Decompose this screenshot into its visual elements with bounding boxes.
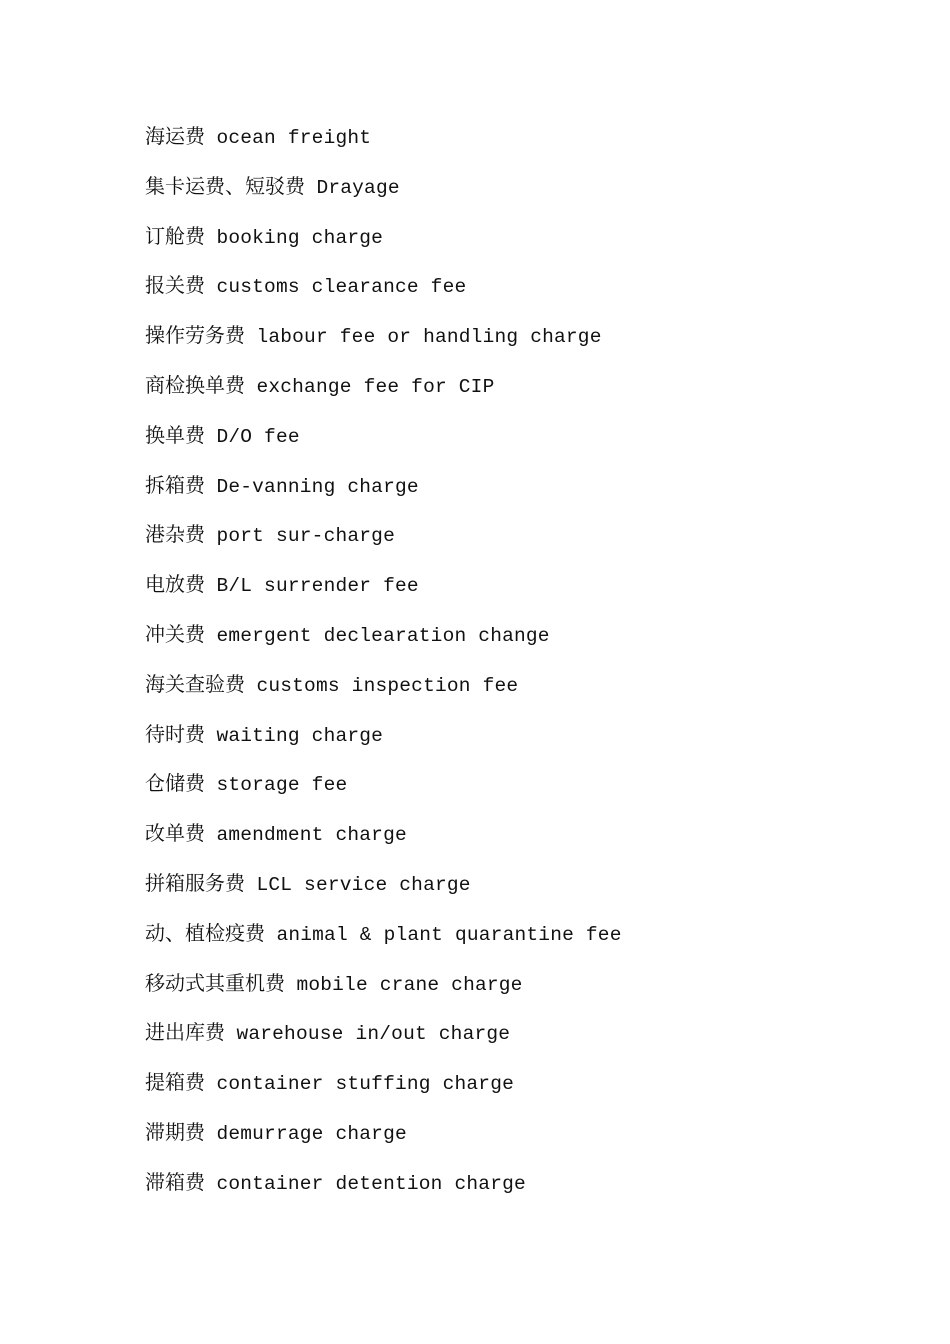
term-row bbox=[145, 421, 622, 471]
term-english: Drayage bbox=[316, 176, 400, 199]
term-english: demurrage charge bbox=[216, 1122, 407, 1145]
term-row bbox=[145, 1068, 622, 1118]
term-english: LCL service charge bbox=[256, 873, 471, 896]
term-chinese: 仓储费 bbox=[145, 771, 205, 796]
term-chinese: 动、植检疫费 bbox=[145, 920, 265, 945]
term-row bbox=[145, 620, 622, 670]
term-row bbox=[145, 869, 622, 919]
term-chinese: 滞期费 bbox=[145, 1119, 205, 1144]
term-chinese: 操作劳务费 bbox=[145, 323, 245, 348]
term-chinese: 海运费 bbox=[145, 124, 205, 148]
term-chinese: 拆箱费 bbox=[145, 472, 205, 497]
term-chinese: 冲关费 bbox=[145, 621, 205, 646]
term-chinese: 进出库费 bbox=[145, 1020, 225, 1045]
term-chinese: 拼箱服务费 bbox=[145, 870, 245, 895]
term-english: amendment charge bbox=[216, 824, 407, 847]
term-english: container detention charge bbox=[216, 1172, 526, 1195]
term-row bbox=[145, 122, 622, 172]
term-row bbox=[145, 769, 622, 819]
term-row bbox=[145, 172, 622, 222]
term-list bbox=[145, 122, 622, 1218]
term-chinese: 换单费 bbox=[145, 422, 205, 447]
term-row bbox=[145, 1168, 622, 1218]
term-english: waiting charge bbox=[216, 724, 384, 747]
term-english: animal & plant quarantine fee bbox=[276, 923, 622, 946]
term-english: container stuffing charge bbox=[216, 1073, 515, 1096]
term-chinese: 滞箱费 bbox=[145, 1169, 205, 1194]
term-chinese: 报关费 bbox=[145, 273, 205, 298]
term-chinese: 集卡运费、短驳费 bbox=[145, 173, 305, 198]
term-english: ocean freight bbox=[216, 127, 372, 149]
term-row bbox=[145, 720, 622, 770]
term-chinese: 改单费 bbox=[145, 821, 205, 846]
term-chinese: 提箱费 bbox=[145, 1070, 205, 1095]
term-row bbox=[145, 819, 622, 869]
term-english: customs clearance fee bbox=[216, 276, 467, 299]
term-row bbox=[145, 670, 622, 720]
term-row bbox=[145, 919, 622, 969]
term-row bbox=[145, 471, 622, 521]
term-row bbox=[145, 520, 622, 570]
term-english: customs inspection fee bbox=[256, 674, 519, 697]
term-row bbox=[145, 1018, 622, 1068]
term-english: warehouse in/out charge bbox=[236, 1023, 511, 1046]
term-english: port sur-charge bbox=[216, 525, 395, 548]
term-english: labour fee or handling charge bbox=[256, 326, 602, 349]
term-chinese: 移动式其重机费 bbox=[145, 970, 285, 995]
term-row bbox=[145, 271, 622, 321]
term-chinese: 海关查验费 bbox=[145, 671, 245, 696]
term-row bbox=[145, 969, 622, 1019]
term-english: D/O fee bbox=[216, 425, 300, 448]
term-row bbox=[145, 371, 622, 421]
term-row bbox=[145, 321, 622, 371]
term-english: mobile crane charge bbox=[296, 973, 523, 996]
term-row bbox=[145, 570, 622, 620]
term-english: B/L surrender fee bbox=[216, 575, 419, 598]
term-chinese: 电放费 bbox=[145, 572, 205, 597]
term-english: storage fee bbox=[216, 774, 348, 797]
term-chinese: 订舱费 bbox=[145, 223, 205, 248]
term-row bbox=[145, 222, 622, 272]
term-english: booking charge bbox=[216, 226, 384, 249]
term-english: emergent declearation change bbox=[216, 624, 550, 647]
term-chinese: 待时费 bbox=[145, 721, 205, 746]
term-english: exchange fee for CIP bbox=[256, 375, 495, 398]
term-row bbox=[145, 1118, 622, 1168]
term-chinese: 港杂费 bbox=[145, 522, 205, 547]
term-english: De-vanning charge bbox=[216, 475, 419, 498]
term-chinese: 商检换单费 bbox=[145, 372, 245, 397]
